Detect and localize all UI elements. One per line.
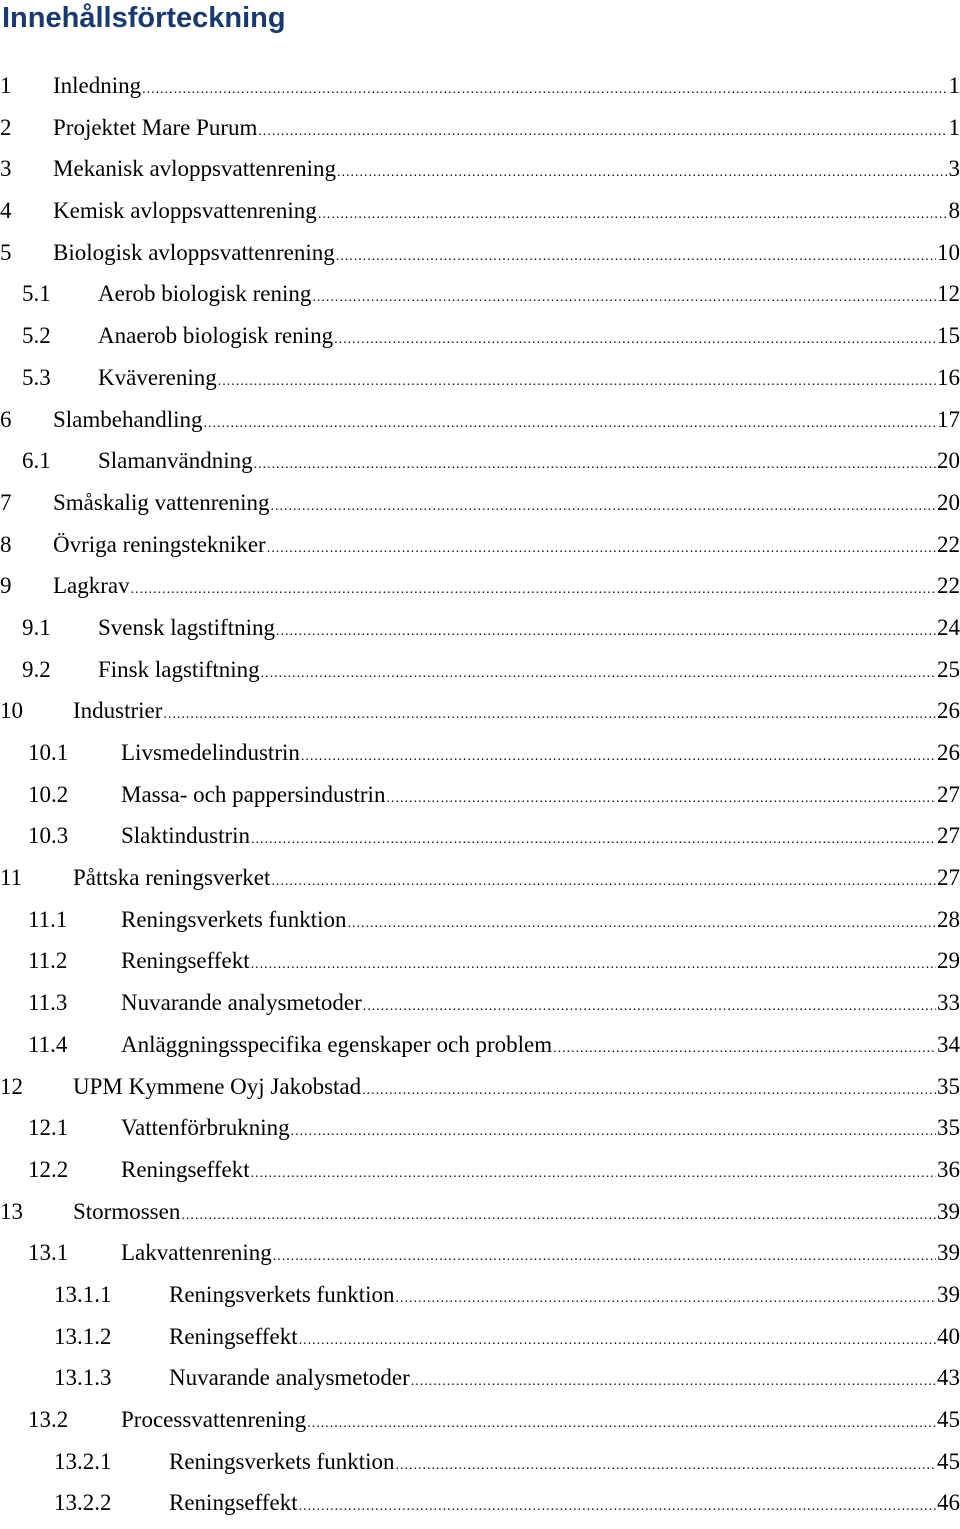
toc-entry[interactable] [0, 64, 960, 106]
toc-entry-number: 11.2 [28, 939, 67, 983]
toc-entry-number: 11.4 [28, 1023, 67, 1067]
toc-entry-number: 8 [0, 523, 12, 567]
toc-entry-label[interactable]: Kväverening [98, 356, 217, 400]
toc-entry-page-number[interactable]: 15 [937, 314, 960, 358]
toc-entry-page-number[interactable]: 26 [937, 689, 960, 733]
toc-entry[interactable] [0, 398, 960, 440]
toc-entry-page-number[interactable]: 33 [937, 981, 960, 1025]
toc-entry-label[interactable]: Slambehandling [53, 398, 202, 442]
toc-entry[interactable] [0, 523, 960, 565]
toc-entry[interactable] [0, 231, 960, 273]
toc-entry-number: 6 [0, 398, 12, 442]
toc-entry-page-number[interactable]: 16 [937, 356, 960, 400]
page-title: Innehållsförteckning [2, 0, 286, 36]
toc-entry-label[interactable]: Biologisk avloppsvattenrening [53, 231, 335, 275]
toc-entry-label[interactable]: Anläggningsspecifika egenskaper och problem [121, 1023, 552, 1067]
toc-entry-label[interactable]: Övriga reningstekniker [53, 523, 266, 567]
toc-entry[interactable] [0, 1023, 960, 1065]
toc-entry-label[interactable]: Aerob biologisk rening [98, 272, 311, 316]
toc-entry-page-number[interactable]: 8 [949, 189, 960, 233]
toc-entry-page-number[interactable]: 35 [937, 1065, 960, 1109]
toc-entry-page-number[interactable]: 20 [937, 439, 960, 483]
toc-entry-page-number[interactable]: 45 [937, 1440, 960, 1484]
toc-entry-number: 12 [0, 1065, 23, 1109]
toc-entry-page-number[interactable]: 1 [949, 106, 960, 150]
toc-entry[interactable] [0, 106, 960, 148]
toc-entry-number: 5.1 [22, 272, 51, 316]
toc-entry-page-number[interactable]: 27 [937, 856, 960, 900]
toc-entry-page-number[interactable]: 34 [937, 1023, 960, 1067]
toc-entry-label[interactable]: Reningseffekt [121, 1148, 250, 1192]
toc-entry[interactable] [0, 731, 960, 773]
toc-entry-number: 12.1 [28, 1106, 68, 1150]
toc-entry-number: 5 [0, 231, 12, 275]
toc-entry-number: 5.3 [22, 356, 51, 400]
toc-entry-label[interactable]: Reningseffekt [169, 1481, 298, 1525]
toc-entry-number: 9.2 [22, 648, 51, 692]
toc-entry-number: 13.1.3 [54, 1356, 112, 1400]
toc-entry-page-number[interactable]: 1 [949, 64, 960, 108]
toc-entry-page-number[interactable]: 40 [937, 1315, 960, 1359]
toc-entry[interactable] [0, 939, 960, 981]
toc-entry-number: 13.2.2 [54, 1481, 112, 1525]
toc-entry-page-number[interactable]: 27 [937, 773, 960, 817]
toc-entry-label[interactable]: Nuvarande analysmetoder [169, 1356, 410, 1400]
toc-entry-number: 11.3 [28, 981, 67, 1025]
toc-entry-label[interactable]: Vattenförbrukning [121, 1106, 290, 1150]
toc-entry[interactable] [0, 689, 960, 731]
toc-entry-number: 4 [0, 189, 12, 233]
toc-entry[interactable] [0, 564, 960, 606]
toc-entry[interactable] [0, 1190, 960, 1232]
toc-entry-page-number[interactable]: 27 [937, 814, 960, 858]
toc-entry[interactable] [0, 773, 960, 815]
toc-entry-label[interactable]: UPM Kymmene Oyj Jakobstad [73, 1065, 361, 1109]
toc-entry-label[interactable]: Reningseffekt [121, 939, 250, 983]
toc-entry-number: 7 [0, 481, 12, 525]
toc-entry-page-number[interactable]: 39 [937, 1273, 960, 1317]
toc-entry[interactable] [0, 1356, 960, 1398]
table-of-contents [0, 64, 960, 1523]
toc-entry-number: 11 [0, 856, 22, 900]
toc-entry-label[interactable]: Inledning [53, 64, 141, 108]
toc-entry-page-number[interactable]: 22 [937, 564, 960, 608]
toc-entry[interactable] [0, 314, 960, 356]
toc-entry-number: 11.1 [28, 898, 67, 942]
toc-entry[interactable] [0, 272, 960, 314]
toc-entry-label[interactable]: Slaktindustrin [121, 814, 250, 858]
toc-entry-number: 13.2.1 [54, 1440, 112, 1484]
toc-entry-label[interactable]: Projektet Mare Purum [53, 106, 257, 150]
toc-entry-number: 9 [0, 564, 12, 608]
toc-entry-label[interactable]: Anaerob biologisk rening [98, 314, 333, 358]
toc-entry-label[interactable]: Finsk lagstiftning [98, 648, 260, 692]
toc-entry-number: 10.2 [28, 773, 68, 817]
toc-entry-page-number[interactable]: 12 [937, 272, 960, 316]
toc-entry-line [169, 1481, 960, 1529]
toc-entry-label[interactable]: Livsmedelindustrin [121, 731, 300, 775]
toc-entry-page-number[interactable]: 46 [937, 1481, 960, 1525]
toc-entry-label[interactable]: Reningsverkets funktion [169, 1440, 395, 1484]
toc-entry-label[interactable]: Reningseffekt [169, 1315, 298, 1359]
toc-entry-number: 9.1 [22, 606, 51, 650]
toc-entry[interactable] [0, 356, 960, 398]
toc-entry-number: 12.2 [28, 1148, 68, 1192]
toc-entry-page-number[interactable]: 45 [937, 1398, 960, 1442]
toc-entry-page-number[interactable]: 10 [937, 231, 960, 275]
toc-entry-label[interactable]: Lakvattenrening [121, 1231, 272, 1275]
toc-entry-page-number[interactable]: 39 [937, 1231, 960, 1275]
toc-entry-label[interactable]: Påttska reningsverket [73, 856, 270, 900]
toc-entry[interactable] [0, 1148, 960, 1190]
toc-entry[interactable] [0, 981, 960, 1023]
toc-entry-label[interactable]: Reningsverkets funktion [121, 898, 347, 942]
toc-entry-number: 10.3 [28, 814, 68, 858]
toc-entry[interactable] [0, 189, 960, 231]
toc-entry-page-number[interactable]: 36 [937, 1148, 960, 1192]
toc-entry[interactable] [0, 1315, 960, 1357]
toc-entry[interactable] [0, 648, 960, 690]
toc-entry-label[interactable]: Massa- och pappersindustrin [121, 773, 385, 817]
toc-entry-label[interactable]: Kemisk avloppsvattenrening [53, 189, 317, 233]
toc-entry-number: 13.2 [28, 1398, 68, 1442]
toc-entry[interactable] [0, 814, 960, 856]
toc-entry-page-number[interactable]: 29 [937, 939, 960, 983]
toc-entry-label[interactable]: Lagkrav [53, 564, 130, 608]
toc-entry-page-number[interactable]: 28 [937, 898, 960, 942]
toc-entry[interactable] [0, 1398, 960, 1440]
toc-entry[interactable] [0, 481, 960, 523]
toc-entry-label[interactable]: Småskalig vattenrening [53, 481, 270, 525]
toc-entry-page-number[interactable]: 35 [937, 1106, 960, 1150]
toc-entry[interactable] [0, 1273, 960, 1315]
toc-entry-page-number[interactable]: 17 [937, 398, 960, 442]
toc-entry[interactable] [0, 606, 960, 648]
toc-entry-label[interactable]: Svensk lagstiftning [98, 606, 275, 650]
toc-entry-number: 1 [0, 64, 12, 108]
toc-entry-label[interactable]: Stormossen [73, 1190, 180, 1234]
toc-entry-number: 2 [0, 106, 12, 150]
toc-entry-number: 6.1 [22, 439, 51, 483]
toc-entry-page-number[interactable]: 3 [949, 147, 960, 191]
toc-entry-number: 5.2 [22, 314, 51, 358]
toc-entry[interactable] [0, 1440, 960, 1482]
toc-entry[interactable] [0, 898, 960, 940]
toc-entry[interactable] [0, 1065, 960, 1107]
toc-entry[interactable] [0, 1106, 960, 1148]
toc-entry-page-number[interactable]: 22 [937, 523, 960, 567]
toc-entry[interactable] [0, 439, 960, 481]
toc-entry-page-number[interactable]: 43 [937, 1356, 960, 1400]
toc-entry-label[interactable]: Processvattenrening [121, 1398, 306, 1442]
toc-entry-page-number[interactable]: 24 [937, 606, 960, 650]
toc-entry-label[interactable]: Mekanisk avloppsvattenrening [53, 147, 336, 191]
toc-entry-number: 10.1 [28, 731, 68, 775]
toc-entry-number: 10 [0, 689, 23, 733]
toc-entry-number: 13.1.1 [54, 1273, 112, 1317]
toc-entry-page-number[interactable]: 20 [937, 481, 960, 525]
toc-entry-number: 3 [0, 147, 12, 191]
toc-entry-number: 13.1 [28, 1231, 68, 1275]
toc-entry[interactable] [0, 1231, 960, 1273]
toc-entry-label[interactable]: Slamanvändning [98, 439, 253, 483]
toc-entry-page-number[interactable]: 26 [937, 731, 960, 775]
toc-entry-label[interactable]: Nuvarande analysmetoder [121, 981, 362, 1025]
toc-entry-number: 13.1.2 [54, 1315, 112, 1359]
toc-entry[interactable] [0, 856, 960, 898]
toc-entry-page-number[interactable]: 25 [937, 648, 960, 692]
toc-entry-label[interactable]: Industrier [73, 689, 162, 733]
toc-entry[interactable] [0, 1481, 960, 1523]
dot-leader [299, 1485, 936, 1529]
toc-entry[interactable] [0, 147, 960, 189]
toc-entry-page-number[interactable]: 39 [937, 1190, 960, 1234]
toc-entry-label[interactable]: Reningsverkets funktion [169, 1273, 395, 1317]
toc-entry-number: 13 [0, 1190, 23, 1234]
